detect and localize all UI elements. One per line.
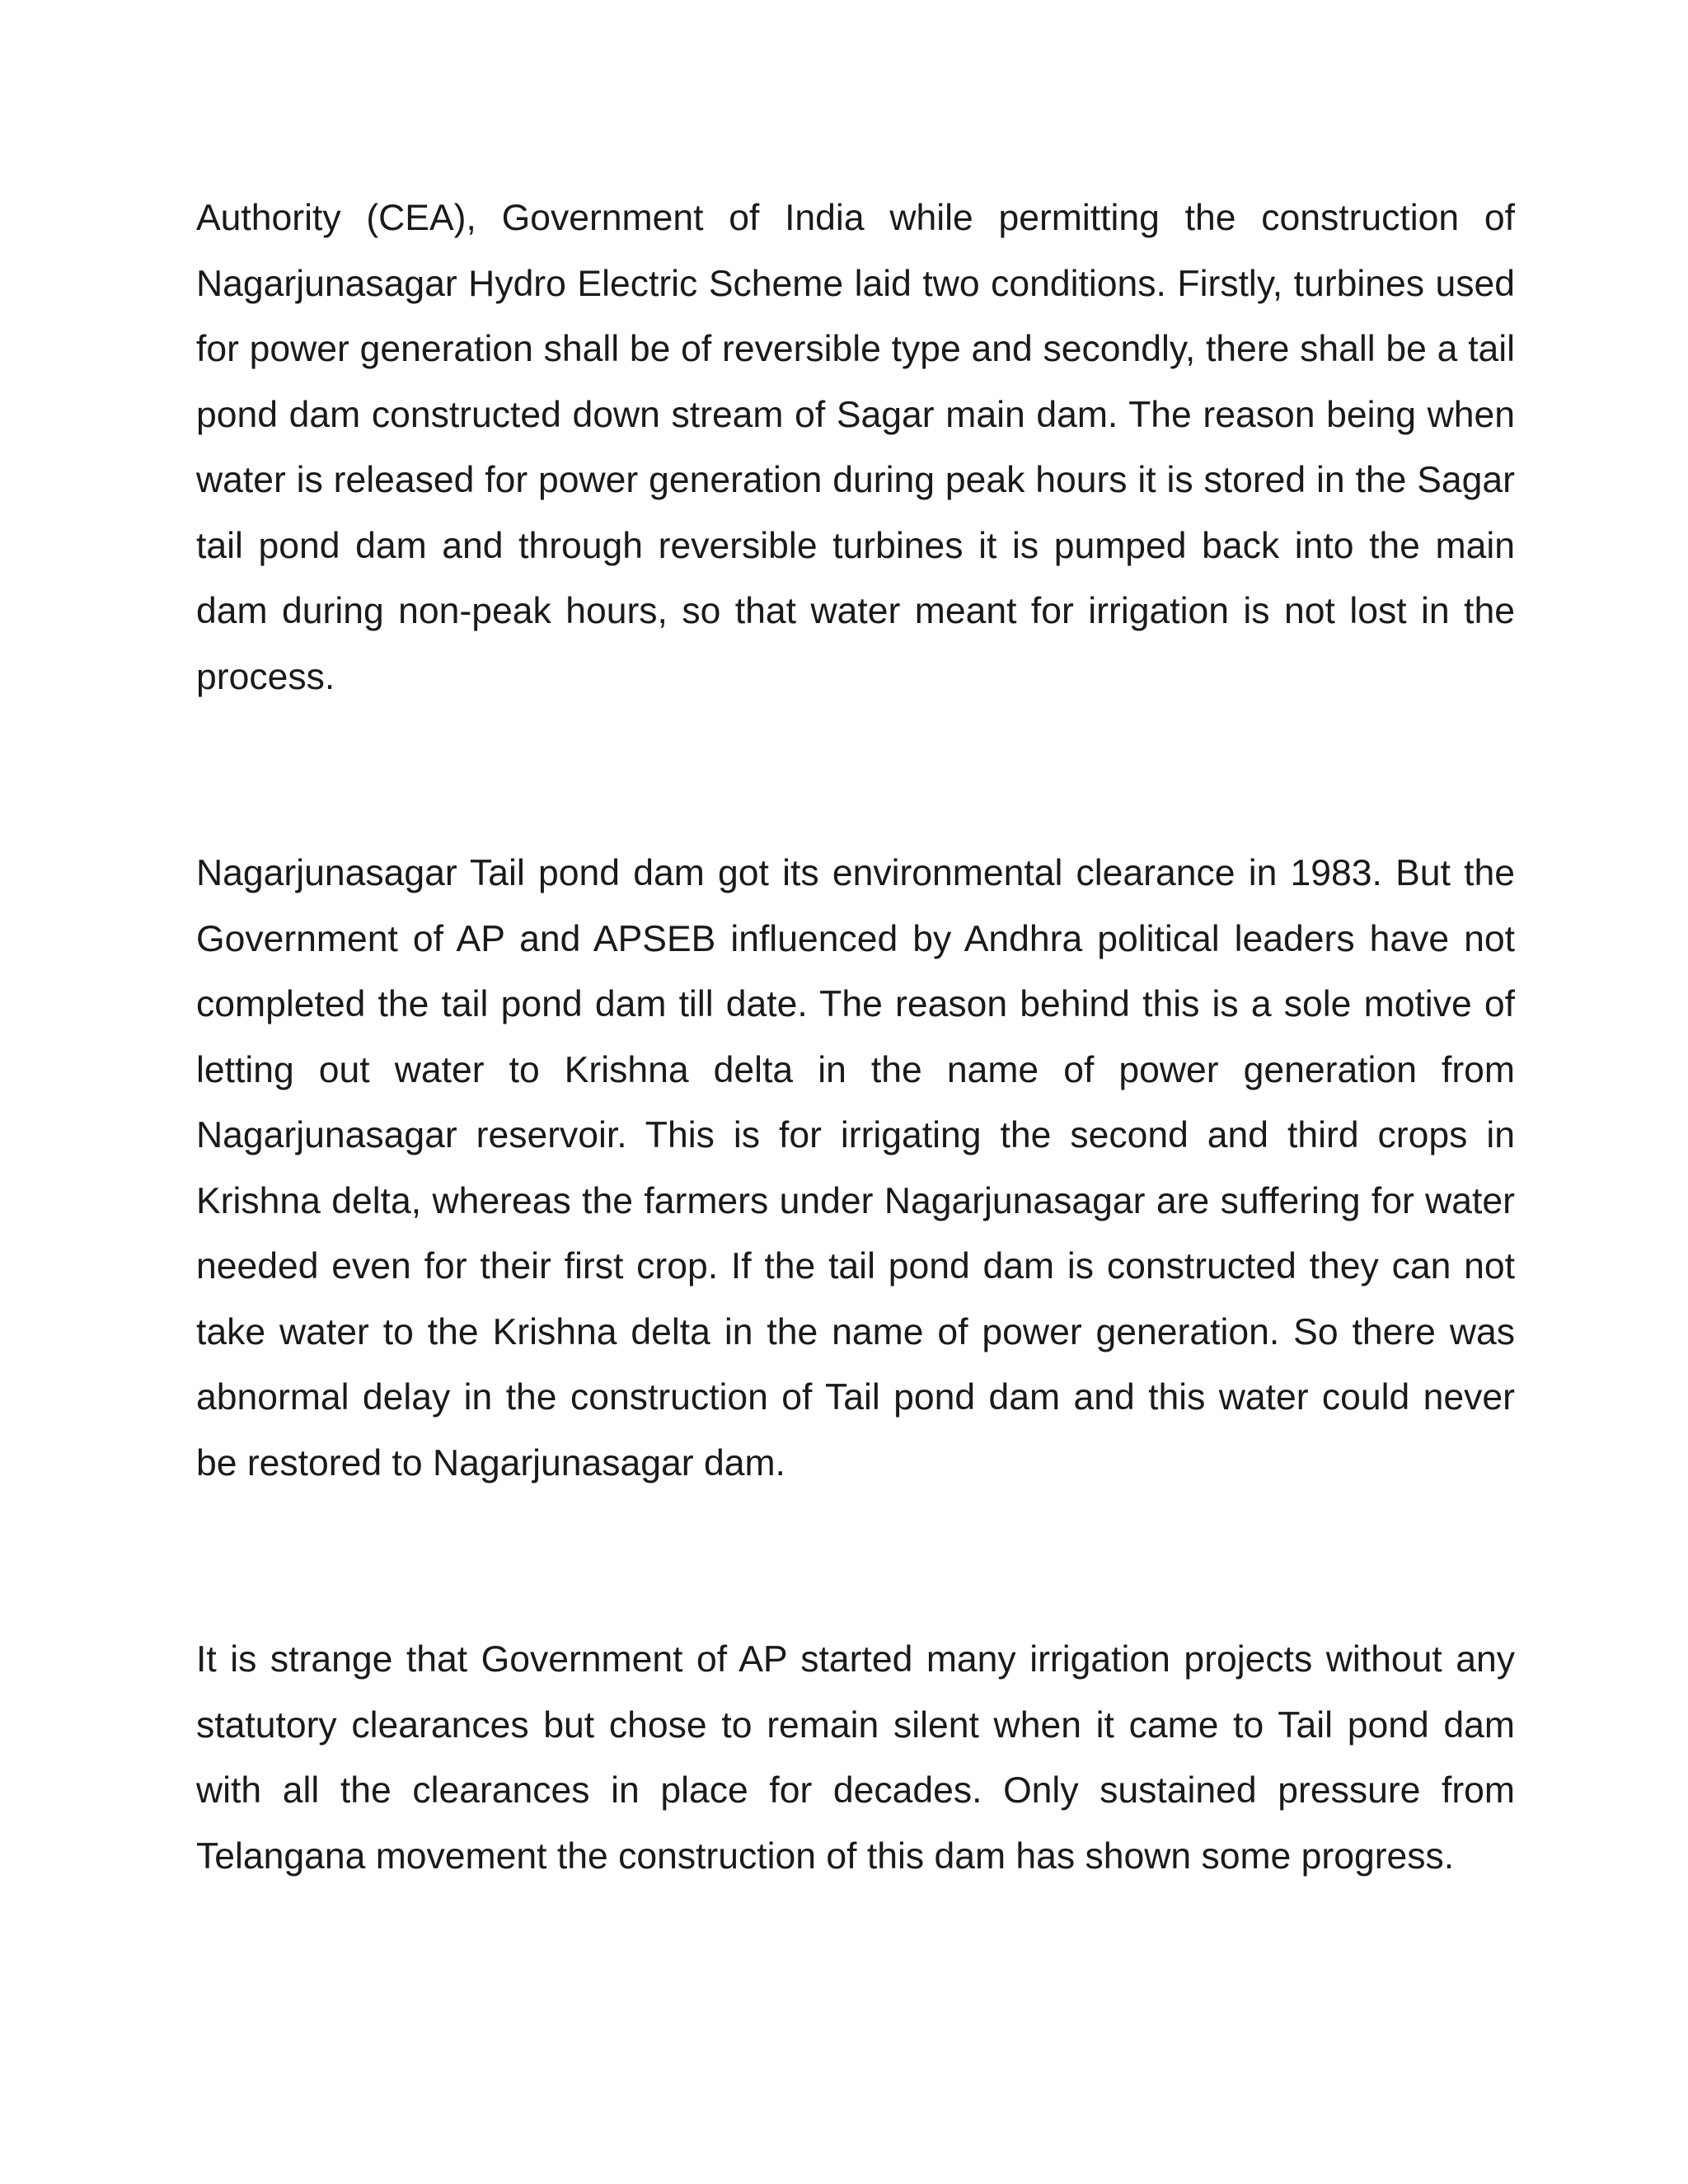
- paragraph-statutory-clearances: It is strange that Government of AP started many irrigation projects without any statutory clearances but chose to remain silent when it came to Tail pond dam with all the clearances in place for decades. Only sustained pressure from Telangana movement the construction of this dam has shown some progress.: [196, 1639, 1515, 1877]
- paragraph-cea-conditions: Authority (CEA), Government of India while permitting the construction of Nagarjunasagar Hydro Electric Scheme laid two conditions. Firstly, turbines used for power generation shall be of reversible type and secondly, there shall be a tail pond dam constructed down stream of Sagar main dam. The reason being when water is released for power generation during peak hours it is stored in the Sagar tail pond dam and through reversible turbines it is pumped back into the main dam during non-peak hours, so that water meant for irrigation is not lost in the process.: [196, 198, 1515, 697]
- document-body: [196, 185, 1515, 1889]
- paragraph-tail-pond-delay: Nagarjunasagar Tail pond dam got its environmental clearance in 1983. But the Government of AP and APSEB influenced by Andhra political leaders have not completed the tail pond dam till date. The reason behind this is a sole motive of letting out water to Krishna delta in the name of power generation from Nagarjunasagar reservoir. This is for irrigating the second and third crops in Krishna delta, whereas the farmers under Nagarjunasagar are suffering for water needed even for their first crop. If the tail pond dam is constructed they can not take water to the Krishna delta in the name of power generation. So there was abnormal delay in the construction of Tail pond dam and this water could never be restored to Nagarjunasagar dam.: [196, 853, 1515, 1483]
